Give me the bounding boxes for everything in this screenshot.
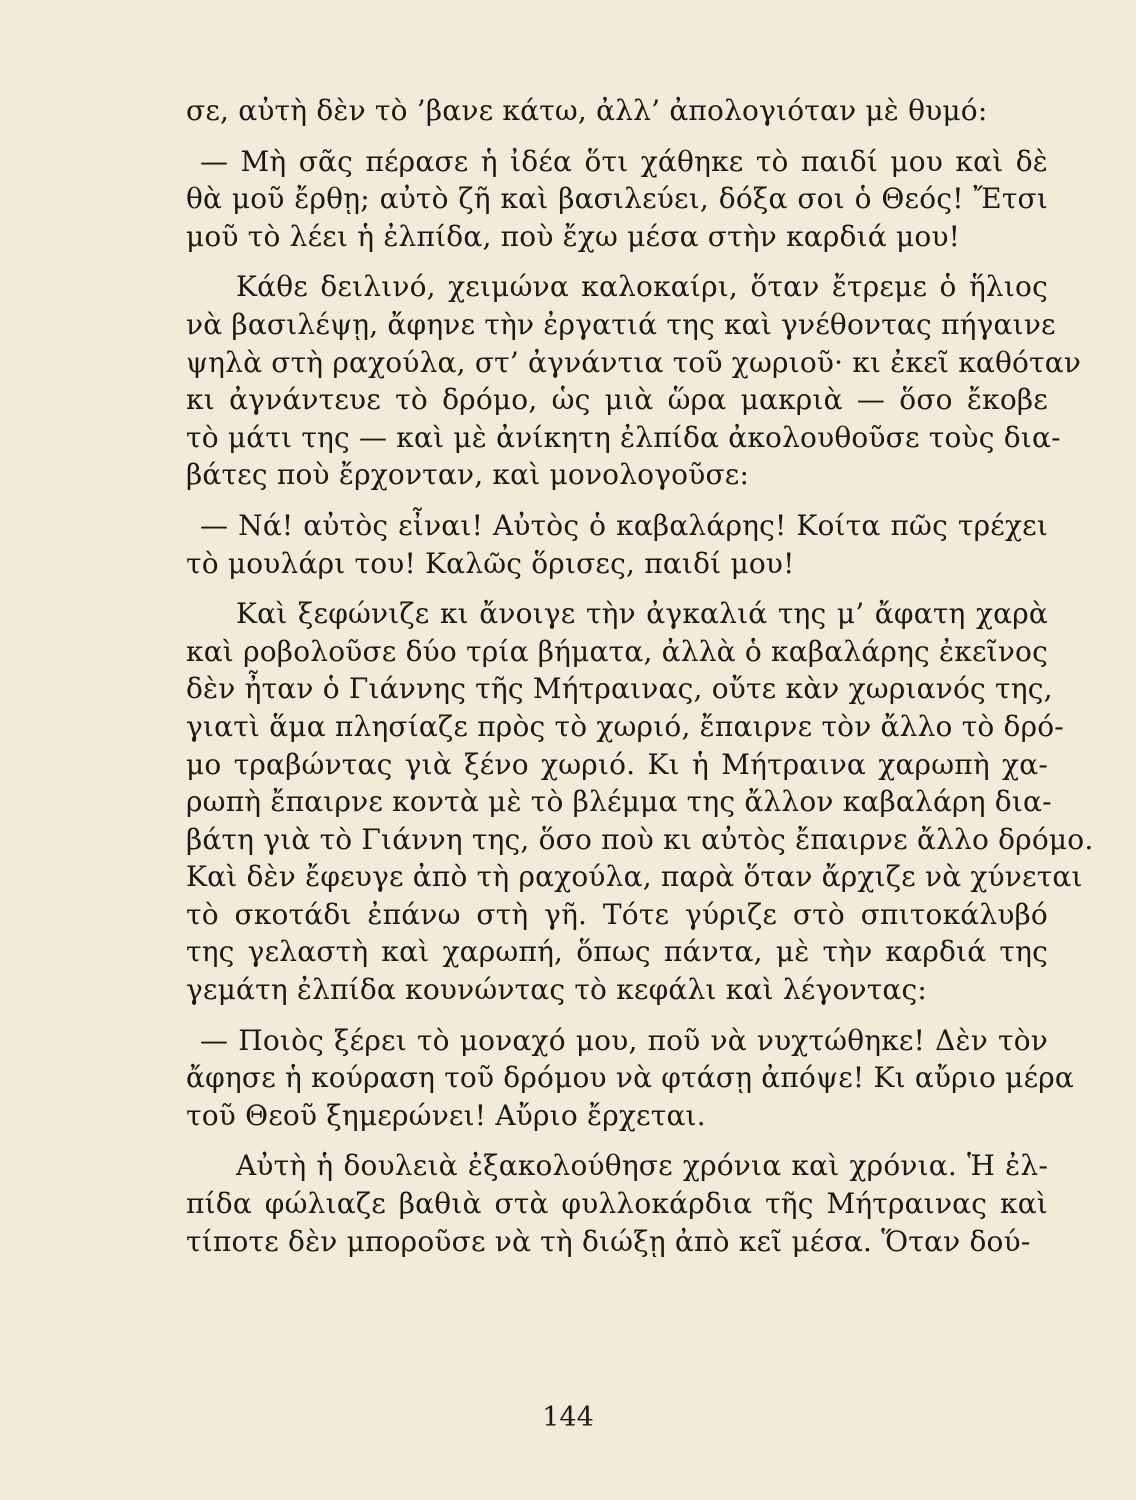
paragraph (186, 92, 1048, 130)
dialogue-paragraph (186, 1022, 1075, 1135)
paragraph-gap (186, 1134, 1048, 1147)
text-line: κι ἀγνάντευε τὸ δρόμο, ὡς μιὰ ὥρα μακριὰ — ὅσο ἔκοβε (186, 383, 1048, 417)
text-line: δὲν ἦταν ὁ Γιάννης τῆς Μήτραινας, οὔτε κὰν χωριανός της, (186, 672, 1053, 706)
paragraph-gap (186, 1009, 1048, 1022)
text-line: τίποτε δὲν μποροῦσε νὰ τὴ διώξῃ ἀπὸ κεῖ μέσα. Ὅταν δού- (186, 1224, 1031, 1258)
paragraph-gap (186, 130, 1048, 143)
text-line: Αὐτὴ ἡ δουλειὰ ἐξακολούθησε χρόνια καὶ χρόνια. Ἡ ἐλ- (236, 1149, 1048, 1183)
page-number: 144 (542, 1402, 594, 1433)
text-line: νὰ βασιλέψῃ, ἄφηνε τὴν ἐργατιά της καὶ γνέθοντας πήγαινε (186, 307, 1056, 341)
text-line: — Μὴ σᾶς πέρασε ἡ ἰδέα ὅτι χάθηκε τὸ παιδί μου καὶ δὲ (200, 144, 1048, 178)
text-line: Κάθε δειλινό, χειμώνα καλοκαίρι, ὅταν ἔτρεμε ὁ ἥλιος (236, 270, 1048, 304)
text-line: ρωπὴ ἔπαιρνε κοντὰ μὲ τὸ βλέμμα της ἄλλον καβαλάρη δια- (186, 785, 1052, 819)
paragraph (186, 595, 1094, 1009)
text-line: ἄφησε ἡ κούραση τοῦ δρόμου νὰ φτάσῃ ἀπόψε! Κι αὔριο μέρα (186, 1061, 1075, 1095)
page-body-text (186, 92, 1094, 1260)
text-line: βάτες ποὺ ἔρχονταν, καὶ μονολογοῦσε: (186, 458, 750, 492)
paragraph (186, 1147, 1048, 1260)
paragraph-gap (186, 582, 1048, 595)
text-line: γιατὶ ἅμα πλησίαζε πρὸς τὸ χωριό, ἔπαιρνε τὸν ἄλλο τὸ δρό- (186, 709, 1064, 743)
text-line: θὰ μοῦ ἔρθῃ; αὐτὸ ζῆ καὶ βασιλεύει, δόξα σοι ὁ Θεός! Ἔτσι (186, 182, 1048, 216)
text-line: μο τραβώντας γιὰ ξένο χωριό. Κι ἡ Μήτραινα χαρωπὴ χα- (186, 747, 1048, 781)
text-line: τοῦ Θεοῦ ξημερώνει! Αὔριο ἔρχεται. (186, 1098, 706, 1132)
text-line: βάτη γιὰ τὸ Γιάννη της, ὅσο ποὺ κι αὐτὸς ἔπαιρνε ἄλλο δρόμο. (186, 822, 1094, 856)
dialogue-paragraph (186, 143, 1048, 256)
text-line: Καὶ ξεφώνιζε κι ἄνοιγε τὴν ἀγκαλιά της μ’ ἄφατη χαρὰ (236, 597, 1048, 631)
text-line: πίδα φώλιαζε βαθιὰ στὰ φυλλοκάρδια τῆς Μήτραινας καὶ (186, 1187, 1048, 1221)
text-line: — Ποιὸς ξέρει τὸ μοναχό μου, ποῦ νὰ νυχτώθηκε! Δὲν τὸν (200, 1023, 1048, 1057)
paragraph-gap (186, 255, 1048, 268)
text-line: ψηλὰ στὴ ραχούλα, στ’ ἀγνάντια τοῦ χωριοῦ· κι ἐκεῖ καθόταν (186, 345, 1082, 379)
text-line: τὸ μάτι της — καὶ μὲ ἀνίκητη ἐλπίδα ἀκολουθοῦσε τοὺς δια- (186, 420, 1061, 454)
dialogue-paragraph (186, 507, 1048, 582)
paragraph-gap (186, 494, 1048, 507)
text-line: γεμάτη ἐλπίδα κουνώντας τὸ κεφάλι καὶ λέγοντας: (186, 973, 928, 1007)
text-line: μοῦ τὸ λέει ἡ ἐλπίδα, ποὺ ἔχω μέσα στὴν καρδιά μου! (186, 219, 961, 253)
text-line: τὸ μουλάρι του! Καλῶς ὅρισες, παιδί μου! (186, 546, 795, 580)
text-line: της γελαστὴ καὶ χαρωπή, ὅπως πάντα, μὲ τὴν καρδιά της (186, 935, 1048, 969)
text-line: καὶ ροβολοῦσε δύο τρία βήματα, ἀλλὰ ὁ καβαλάρης ἐκεῖνος (186, 634, 1048, 668)
text-line: Καὶ δὲν ἔφευγε ἀπὸ τὴ ραχούλα, παρὰ ὅταν ἄρχιζε νὰ χύνεται (186, 860, 1083, 894)
text-line: — Νά! αὐτὸς εἶναι! Αὐτὸς ὁ καβαλάρης! Κοίτα πῶς τρέχει (200, 508, 1048, 542)
text-line: τὸ σκοτάδι ἐπάνω στὴ γῆ. Τότε γύριζε στὸ σπιτοκάλυβό (186, 897, 1048, 931)
paragraph (186, 268, 1082, 494)
text-line: σε, αὐτὴ δὲν τὸ ’βανε κάτω, ἀλλ’ ἀπολογιόταν μὲ θυμό: (186, 94, 988, 127)
